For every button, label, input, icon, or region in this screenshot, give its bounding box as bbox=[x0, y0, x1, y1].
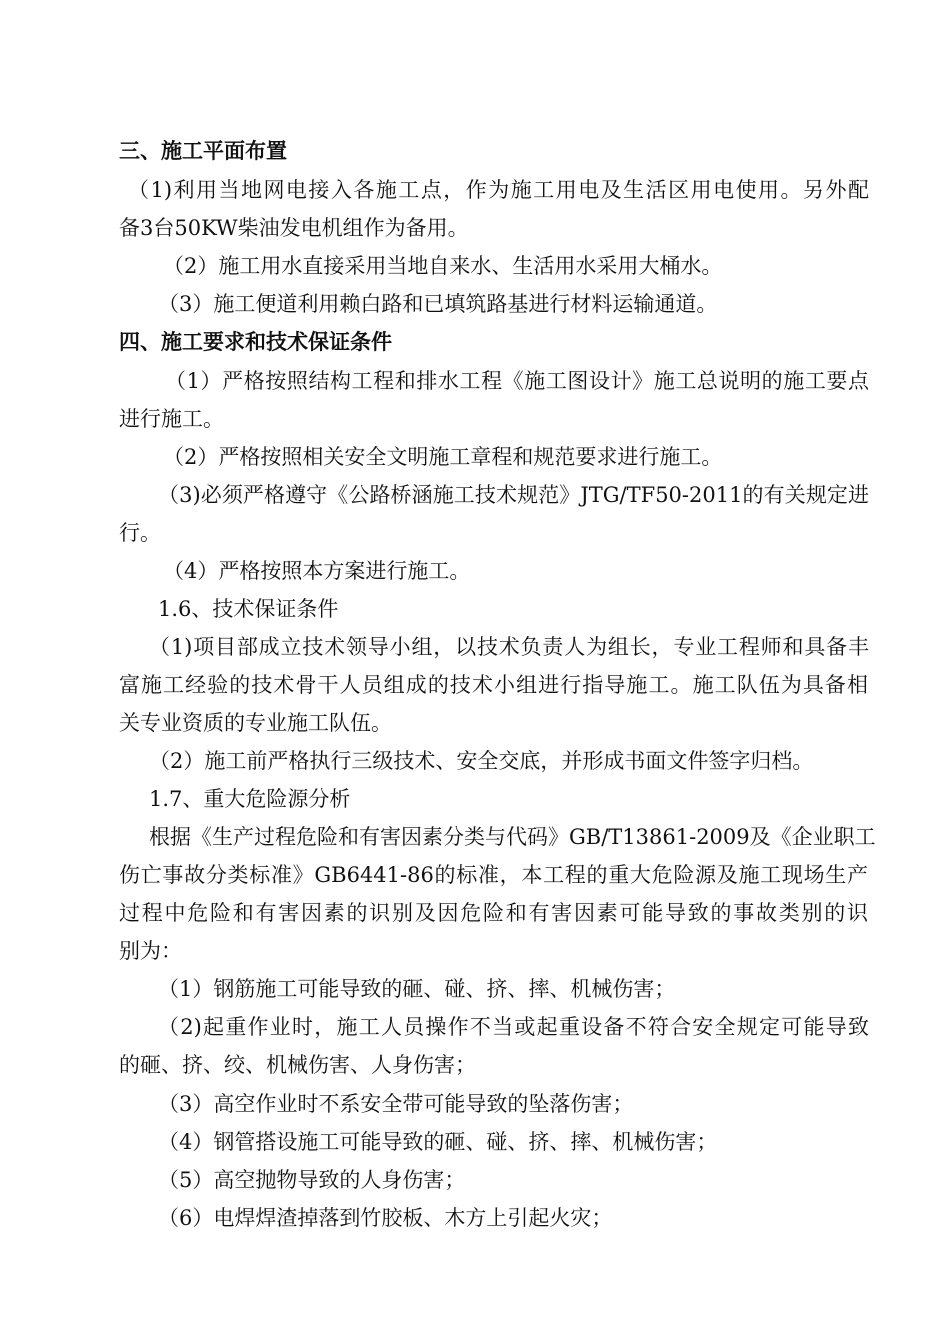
paragraph-line: （3）施工便道利用赖白路和已填筑路基进行材料运输通道。 bbox=[158, 292, 718, 316]
list-item: （1）钢筋施工可能导致的砸、碰、挤、摔、机械伤害； bbox=[158, 977, 676, 1001]
paragraph-line: （4）严格按照本方案进行施工。 bbox=[163, 559, 471, 583]
paragraph-line: （1)利用当地网电接入各施工点，作为施工用电及生活区用电使用。另外配 bbox=[128, 178, 869, 202]
list-item: （3）高空作业时不系安全带可能导致的坠落伤害； bbox=[158, 1092, 634, 1116]
list-item: （4）钢管搭设施工可能导致的砸、碰、挤、摔、机械伤害； bbox=[158, 1130, 718, 1154]
list-item: （5）高空抛物导致的人身伤害； bbox=[158, 1168, 466, 1192]
list-item: （6）电焊焊渣掉落到竹胶板、木方上引起火灾； bbox=[158, 1206, 613, 1230]
paragraph-line: 备3台50KW柴油发电机组作为备用。 bbox=[119, 216, 469, 240]
section-heading-4: 四、施工要求和技术保证条件 bbox=[119, 330, 392, 354]
subsection-heading-1-6: 1.6、技术保证条件 bbox=[158, 597, 339, 621]
paragraph-line: 过程中危险和有害因素的识别及因危险和有害因素可能导致的事故类别的识 bbox=[119, 901, 868, 925]
subsection-heading-1-7: 1.7、重大危险源分析 bbox=[149, 787, 351, 811]
paragraph-line: （2）施工用水直接采用当地自来水、生活用水采用大桶水。 bbox=[163, 254, 723, 278]
paragraph-line: 伤亡事故分类标准》GB6441-86的标准，本工程的重大危险源及施工现场生产 bbox=[119, 863, 868, 887]
paragraph-line: 行。 bbox=[119, 521, 161, 545]
section-heading-3: 三、施工平面布置 bbox=[119, 139, 287, 163]
paragraph-line: 根据《生产过程危险和有害因素分类与代码》GB/T13861-2009及《企业职工 bbox=[149, 825, 876, 849]
paragraph-line: （2）严格按照相关安全文明施工章程和规范要求进行施工。 bbox=[163, 445, 723, 469]
paragraph-line: 富施工经验的技术骨干人员组成的技术小组进行指导施工。施工队伍为具备相 bbox=[119, 673, 868, 697]
paragraph-line: （1）严格按照结构工程和排水工程《施工图设计》施工总说明的施工要点 bbox=[165, 369, 869, 393]
paragraph-line: （2）施工前严格执行三级技术、安全交底，并形成书面文件签字归档。 bbox=[149, 749, 814, 773]
paragraph-line: 进行施工。 bbox=[119, 407, 224, 431]
paragraph-line: 关专业资质的专业施工队伍。 bbox=[119, 711, 392, 735]
paragraph-line: 别为： bbox=[119, 939, 182, 963]
paragraph-line: （1)项目部成立技术领导小组，以技术负责人为组长，专业工程师和具备丰 bbox=[149, 635, 869, 659]
list-item: （2)起重作业时，施工人员操作不当或起重设备不符合安全规定可能导致 bbox=[158, 1015, 869, 1039]
paragraph-line: 的砸、挤、绞、机械伤害、人身伤害； bbox=[119, 1053, 476, 1077]
paragraph-line: （3)必须严格遵守《公路桥涵施工技术规范》JTG/TF50-2011的有关规定进 bbox=[158, 483, 869, 507]
